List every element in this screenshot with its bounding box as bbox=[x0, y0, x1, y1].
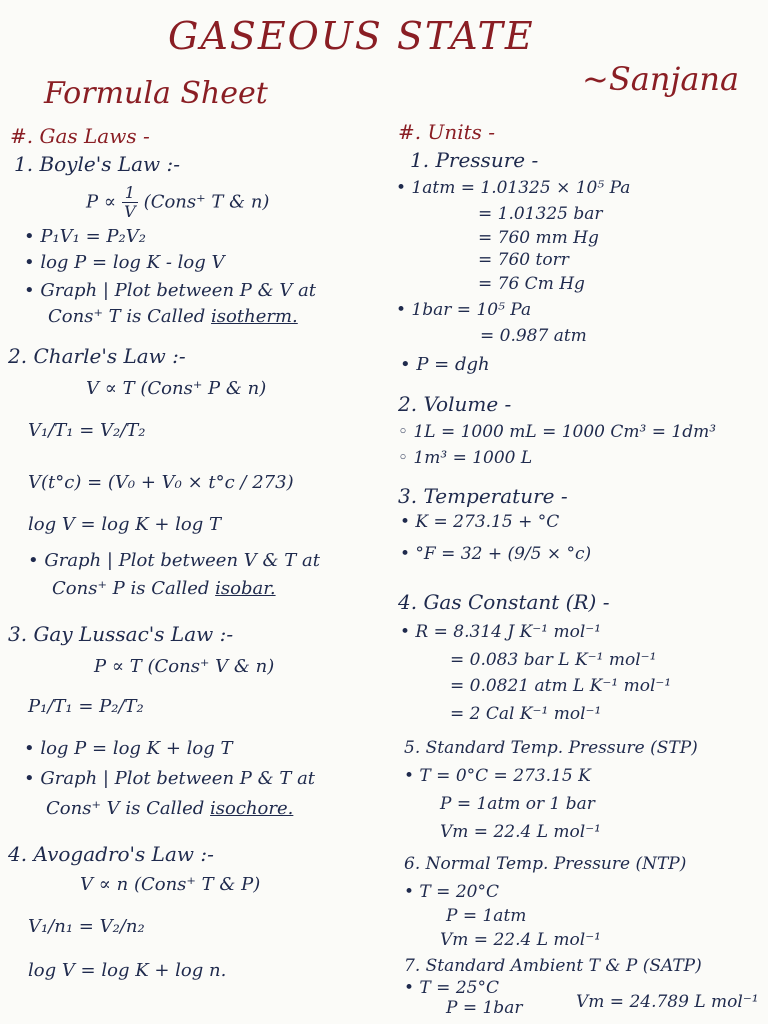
pressure-line-2: = 1.01325 bar bbox=[478, 204, 603, 224]
charle-term-isobar: isobar. bbox=[215, 578, 276, 599]
volume-line-2: ◦ 1m³ = 1000 L bbox=[398, 448, 533, 468]
ntp-line-2: P = 1atm bbox=[446, 906, 527, 926]
pressure-line-3: = 760 mm Hg bbox=[478, 228, 599, 248]
gay-lussac-term-isochore: isochore. bbox=[210, 798, 294, 819]
gas-constant-line-1: • R = 8.314 J K⁻¹ mol⁻¹ bbox=[400, 622, 602, 642]
pressure-line-8: • P = dgh bbox=[400, 354, 490, 375]
boyle-prop-lhs: P ∝ bbox=[86, 191, 117, 213]
boyle-graph-line-1: • Graph | Plot between P & V at bbox=[24, 280, 317, 301]
boyle-formula-2: • log P = log K - log V bbox=[24, 252, 225, 273]
author-signature: ~Sanjana bbox=[582, 60, 740, 98]
gay-lussac-graph-text: Cons⁺ V is Called bbox=[46, 798, 205, 819]
gay-lussac-formula-1: P₁/T₁ = P₂/T₂ bbox=[28, 696, 144, 717]
charle-formula-2: V(t°c) = (V₀ + V₀ × t°c / 273) bbox=[28, 472, 294, 493]
pressure-line-6: • 1bar = 10⁵ Pa bbox=[396, 300, 532, 320]
volume-title: 2. Volume - bbox=[398, 392, 512, 416]
boyle-term-isotherm: isotherm. bbox=[211, 306, 298, 327]
charle-graph-text: Cons⁺ P is Called bbox=[52, 578, 210, 599]
ntp-title: 6. Normal Temp. Pressure (NTP) bbox=[404, 854, 687, 874]
gay-lussac-title: 3. Gay Lussac's Law :- bbox=[8, 622, 234, 646]
gas-constant-title: 4. Gas Constant (R) - bbox=[398, 590, 610, 614]
pressure-line-1: • 1atm = 1.01325 × 10⁵ Pa bbox=[396, 178, 631, 198]
pressure-line-7: = 0.987 atm bbox=[480, 326, 587, 346]
pressure-line-5: = 76 Cm Hg bbox=[478, 274, 585, 294]
avogadro-formula-2: log V = log K + log n. bbox=[28, 960, 227, 981]
boyle-formula-1: • P₁V₁ = P₂V₂ bbox=[24, 226, 146, 247]
stp-line-1: • T = 0°C = 273.15 K bbox=[404, 766, 591, 786]
charle-proportionality: V ∝ T (Cons⁺ P & n) bbox=[86, 378, 267, 399]
boyle-fraction bbox=[122, 184, 138, 221]
pressure-line-4: = 760 torr bbox=[478, 250, 569, 270]
boyle-title: 1. Boyle's Law :- bbox=[14, 152, 181, 176]
gas-constant-line-2: = 0.083 bar L K⁻¹ mol⁻¹ bbox=[450, 650, 657, 670]
page-subtitle: Formula Sheet bbox=[44, 76, 268, 111]
charle-formula-3: log V = log K + log T bbox=[28, 514, 222, 535]
temperature-title: 3. Temperature - bbox=[398, 484, 568, 508]
charle-title: 2. Charle's Law :- bbox=[8, 344, 186, 368]
gay-lussac-proportionality: P ∝ T (Cons⁺ V & n) bbox=[94, 656, 275, 677]
gay-lussac-graph-line-1: • Graph | Plot between P & T at bbox=[24, 768, 316, 789]
satp-title: 7. Standard Ambient T & P (SATP) bbox=[404, 956, 702, 976]
charle-formula-1: V₁/T₁ = V₂/T₂ bbox=[28, 420, 146, 441]
boyle-proportionality bbox=[86, 184, 269, 221]
pressure-title: 1. Pressure - bbox=[410, 148, 539, 172]
boyle-graph-line-2 bbox=[48, 306, 298, 327]
temperature-line-1: • K = 273.15 + °C bbox=[400, 512, 560, 532]
gas-laws-heading: #. Gas Laws - bbox=[10, 124, 150, 148]
ntp-line-1: • T = 20°C bbox=[404, 882, 499, 902]
charle-graph-line-2 bbox=[52, 578, 276, 599]
temperature-line-2: • °F = 32 + (9/5 × °c) bbox=[400, 544, 592, 564]
volume-line-1: ◦ 1L = 1000 mL = 1000 Cm³ = 1dm³ bbox=[398, 422, 717, 442]
satp-line-2: P = 1bar bbox=[446, 998, 523, 1018]
gas-constant-line-3: = 0.0821 atm L K⁻¹ mol⁻¹ bbox=[450, 676, 672, 696]
boyle-frac-den: V bbox=[124, 202, 136, 221]
stp-line-2: P = 1atm or 1 bar bbox=[440, 794, 595, 814]
boyle-graph-text: Cons⁺ T is Called bbox=[48, 306, 206, 327]
units-heading: #. Units - bbox=[398, 120, 496, 144]
satp-line-1: • T = 25°C bbox=[404, 978, 499, 998]
satp-line-3: Vm = 24.789 L mol⁻¹ bbox=[576, 992, 759, 1012]
boyle-prop-rhs: (Cons⁺ T & n) bbox=[143, 191, 270, 213]
gay-lussac-formula-2: • log P = log K + log T bbox=[24, 738, 233, 759]
page-title: GASEOUS STATE bbox=[168, 14, 535, 58]
boyle-frac-num: 1 bbox=[122, 184, 138, 203]
charle-graph-line-1: • Graph | Plot between V & T at bbox=[28, 550, 320, 571]
avogadro-formula-1: V₁/n₁ = V₂/n₂ bbox=[28, 916, 145, 937]
stp-title: 5. Standard Temp. Pressure (STP) bbox=[404, 738, 698, 758]
avogadro-proportionality: V ∝ n (Cons⁺ T & P) bbox=[80, 874, 261, 895]
gay-lussac-graph-line-2 bbox=[46, 798, 293, 819]
gas-constant-line-4: = 2 Cal K⁻¹ mol⁻¹ bbox=[450, 704, 602, 724]
ntp-line-3: Vm = 22.4 L mol⁻¹ bbox=[440, 930, 601, 950]
stp-line-3: Vm = 22.4 L mol⁻¹ bbox=[440, 822, 601, 842]
avogadro-title: 4. Avogadro's Law :- bbox=[8, 842, 214, 866]
